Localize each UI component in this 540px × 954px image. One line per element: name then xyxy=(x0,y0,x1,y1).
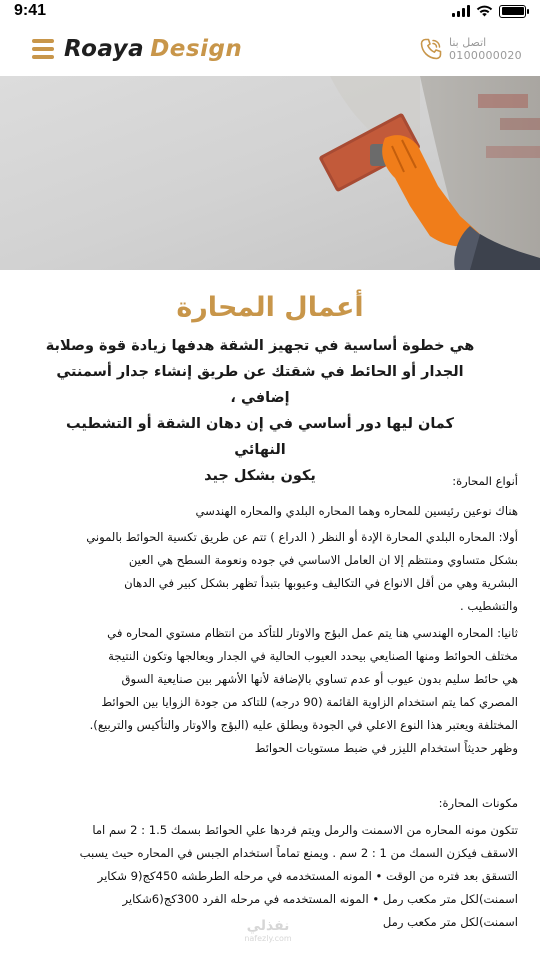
hamburger-icon[interactable] xyxy=(32,39,54,59)
text-line: بشكل متساوي ومنتظم إلا ان العامل الاساسي في جوده ونعومة السطح هي العين xyxy=(128,553,518,567)
text-line: الاسقف فيكزن السمك من 1 : 2 سم . ويمنع تماماً استخدام الجبس في المحاره حيث يسبب xyxy=(79,846,518,860)
components-heading: مكونات المحارة: xyxy=(438,796,518,810)
watermark-latin: nafezly.com xyxy=(244,934,292,943)
text-line: المصري كما يتم استخدام الزاوية القائمة (90 درجه) للتاكد من جودة الزوايا بين الحوائط xyxy=(101,695,518,709)
contact-text xyxy=(449,36,522,62)
text-line: المختلفة ويعتبر هذا النوع الاعلي في الجودة ويطلق عليه (البؤج والاوتار والتأكيس والتربيع). xyxy=(89,718,518,732)
hero-image xyxy=(0,76,540,270)
cellular-signal-icon xyxy=(452,5,470,17)
text-line: أولا: المحاره البلدي المحارة الإدة أو النظر ( الدراع ) تتم عن طريق تكسية الحوائط بالموني xyxy=(86,530,518,544)
intro-line: يكون بشكل جيد xyxy=(204,468,316,484)
status-time: 9:41 xyxy=(14,2,47,19)
components-paragraph xyxy=(13,819,518,934)
watermark-arabic: نفذلي xyxy=(246,918,290,934)
text-line: والتشطيب . xyxy=(460,599,518,613)
text-line: وظهر حديثاً استخدام الليزر في ضبط مستويات الحوائط xyxy=(254,741,518,755)
watermark-logo xyxy=(236,918,300,943)
text-line: هي حائط سليم بدون عيوب أو عدم تساوي بالإضافة لأنها الأشهر بين صنايعية السوق xyxy=(121,672,518,686)
logo-word-design: Design xyxy=(150,36,243,62)
text-line: البشرية وهي من أقل الانواع في التكاليف وعيوبها بتبدأ تظهر بشكل كبير في الدهان xyxy=(124,576,518,590)
intro-line: الجدار أو الحائط في شقتك عن طريق إنشاء جدار أسمنتي إضافي ، xyxy=(56,364,464,406)
text-line: ثانيا: المحاره الهندسي هنا يتم عمل البؤج والاوتار للتأكد من انتظام مستوي المحاره في xyxy=(107,626,518,640)
intro-line: كمان ليها دور أساسي في إن دهان الشقة أو التشطيب النهائي xyxy=(66,416,454,458)
contact-label: اتصل بنا xyxy=(449,36,487,49)
text-line: التسقق بعد فتره من الوقت • المونه المستخدمه في مرحله الطرطشه 450كج(9 شكاير xyxy=(97,869,518,883)
types-paragraph-first xyxy=(13,526,518,618)
text-line: اسمنت)لكل متر مكعب رمل • المونه المستخدمه في مرحله الفرد 300كج(6شكاير xyxy=(122,892,518,906)
types-paragraph xyxy=(13,500,518,523)
status-bar xyxy=(0,0,540,22)
contact-phone: 0100000020 xyxy=(449,49,522,62)
logo-word-roaya: Roaya xyxy=(64,36,145,62)
text-line: هناك نوعين رئيسين للمحاره وهما المحاره البلدي والمحاره الهندسي xyxy=(195,504,518,518)
text-line: اسمنت)لكل متر مكعب رمل xyxy=(382,915,518,929)
wifi-icon xyxy=(476,5,493,17)
phone-icon xyxy=(419,37,443,61)
text-line: تتكون مونه المحاره من الاسمنت والرمل ويتم فردها علي الحوائط بسمك 1.5 : 2 سم اما xyxy=(92,823,518,837)
text-line: مختلف الحوائط ومنها الصنايعي بيحدد العيوب الحالية في الجدار ويعالجها وتكون النتيجة xyxy=(108,649,518,663)
brand xyxy=(32,36,242,62)
page-title: أعمال المحارة xyxy=(176,292,364,323)
contact-us-button[interactable] xyxy=(419,36,522,62)
types-heading: أنواع المحارة: xyxy=(452,474,518,488)
types-paragraph-second xyxy=(13,622,518,760)
intro-paragraph xyxy=(40,333,480,489)
intro-line: هي خطوة أساسية في تجهيز الشقة هدفها زيادة قوة وصلابة xyxy=(45,338,475,354)
plastering-wall-photo xyxy=(0,76,540,270)
battery-icon xyxy=(499,5,526,18)
logo[interactable] xyxy=(64,36,242,62)
site-header xyxy=(0,22,540,76)
status-icons xyxy=(452,5,526,18)
